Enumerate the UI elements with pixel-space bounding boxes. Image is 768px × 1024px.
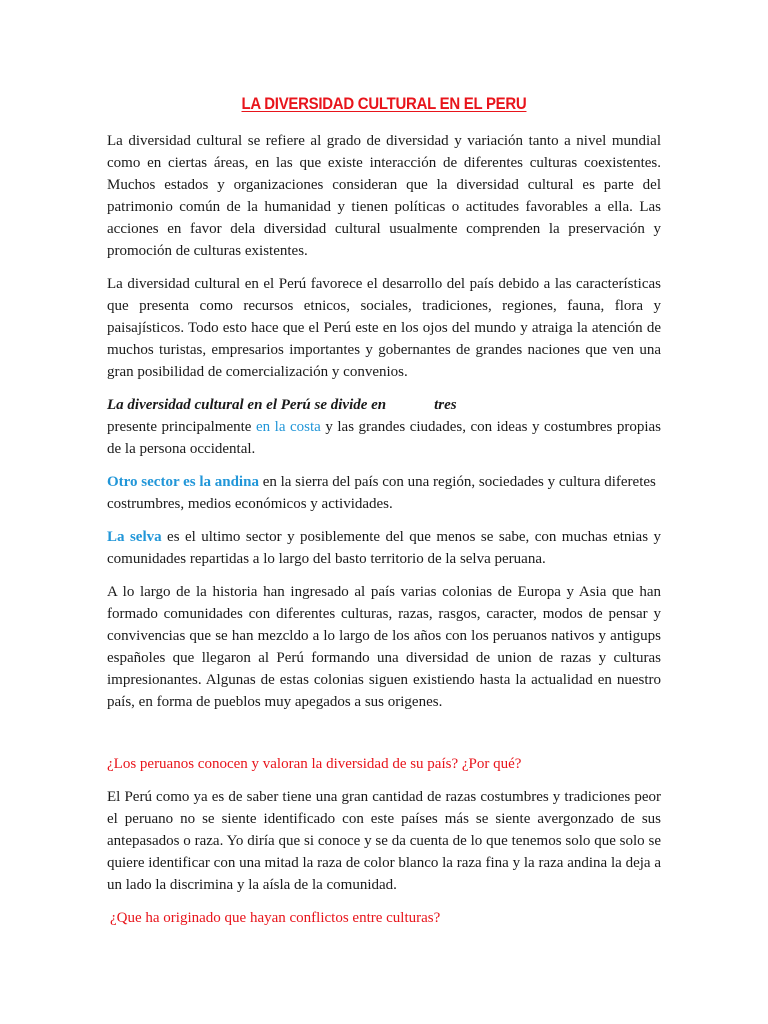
question-2-text: ¿Que ha originado que hayan conflictos entre culturas? [110,910,441,926]
question-heading-2 [107,907,661,929]
andina-text: en la sierra del país con una región, sociedades y cultura diferetes costrumbres, medios económicos y actividades. [107,474,656,512]
paragraph-andina [107,471,661,515]
paragraph-answer-1: El Perú como ya es de saber tiene una gran cantidad de razas costumbres y tradiciones peor el peruano no se siente identificado con este países más se siente avergonzado de sus antepasados o raza. Yo diría que si conoce y se da cuenta de lo que tenemos solo que solo se quiere identificar con una mitad la raza de color blanco la raza fina y la raza andina la deja a un lado la discrimina y la aísla de la comunidad. [107,789,661,893]
paragraph-selva [107,526,661,570]
division-intro: La diversidad cultural en el Perú se divide en [107,397,387,413]
paragraph-peru-diversity: La diversidad cultural en el Perú favorece el desarrollo del país debido a las características que presenta como recursos etnicos, sociales, tradiciones, regiones, fauna, flora y paisajísticos. Todo esto hace que el Perú este en los ojos del mundo y atraiga la atención de muchos turistas, empresarios importantes y gobernantes de grandes naciones que ven una gran posibilidad de comercialización y convenios. [107,276,661,380]
costa-highlight: en la costa [255,419,321,435]
andina-highlight: Otro sector es la andina [107,474,259,490]
document-title: LA DIVERSIDAD CULTURAL EN EL PERU [241,94,527,113]
paragraph-colonias: A lo largo de la historia han ingresado al país varias colonias de Europa y Asia que han formado comunidades con diferentes culturas, razas, rasgos, caracter, modos de pensar y convivencias que se han mezcldo a lo largo de los años con los peruanos nativos y antigups españoles que llegaron al Perú formando una diversidad de union de razas y culturas impresionantes. Algunas de estas colonias siguen existiendo hasta la actualidad en nuestro país, en forma de pueblos muy apegados a sus origenes. [107,584,661,710]
paragraph-division [107,394,661,416]
spacer [107,724,661,753]
division-tres: tres [434,397,457,413]
selva-text: es el ultimo sector y posiblemente del que menos se sabe, con muchas etnias y comunidades repartidas a lo largo del basto territorio de la selva peruana. [107,529,661,567]
selva-highlight: La selva [107,529,162,545]
paragraph-definition: La diversidad cultural se refiere al grado de diversidad y variación tanto a nivel mundial como en ciertas áreas, en las que existe interacción de diferentes culturas coexistentes. Muchos estados y organizaciones consideran que la diversidad cultural es parte del patrimonio común de la humanidad y tienen políticas o actitudes favorables a ella. Las acciones en favor dela diversidad cultural usualmente comprenden la preservación y promoción de culturas existentes. [107,133,661,259]
paragraph-costa [107,416,661,460]
question-heading-1: ¿Los peruanos conocen y valoran la diversidad de su país? ¿Por qué? [107,756,522,772]
costa-text-a: presente principalmente [107,419,256,435]
costa-text-b: y las grandes ciudades, con ideas y costumbres propias de la persona occidental. [107,419,661,457]
